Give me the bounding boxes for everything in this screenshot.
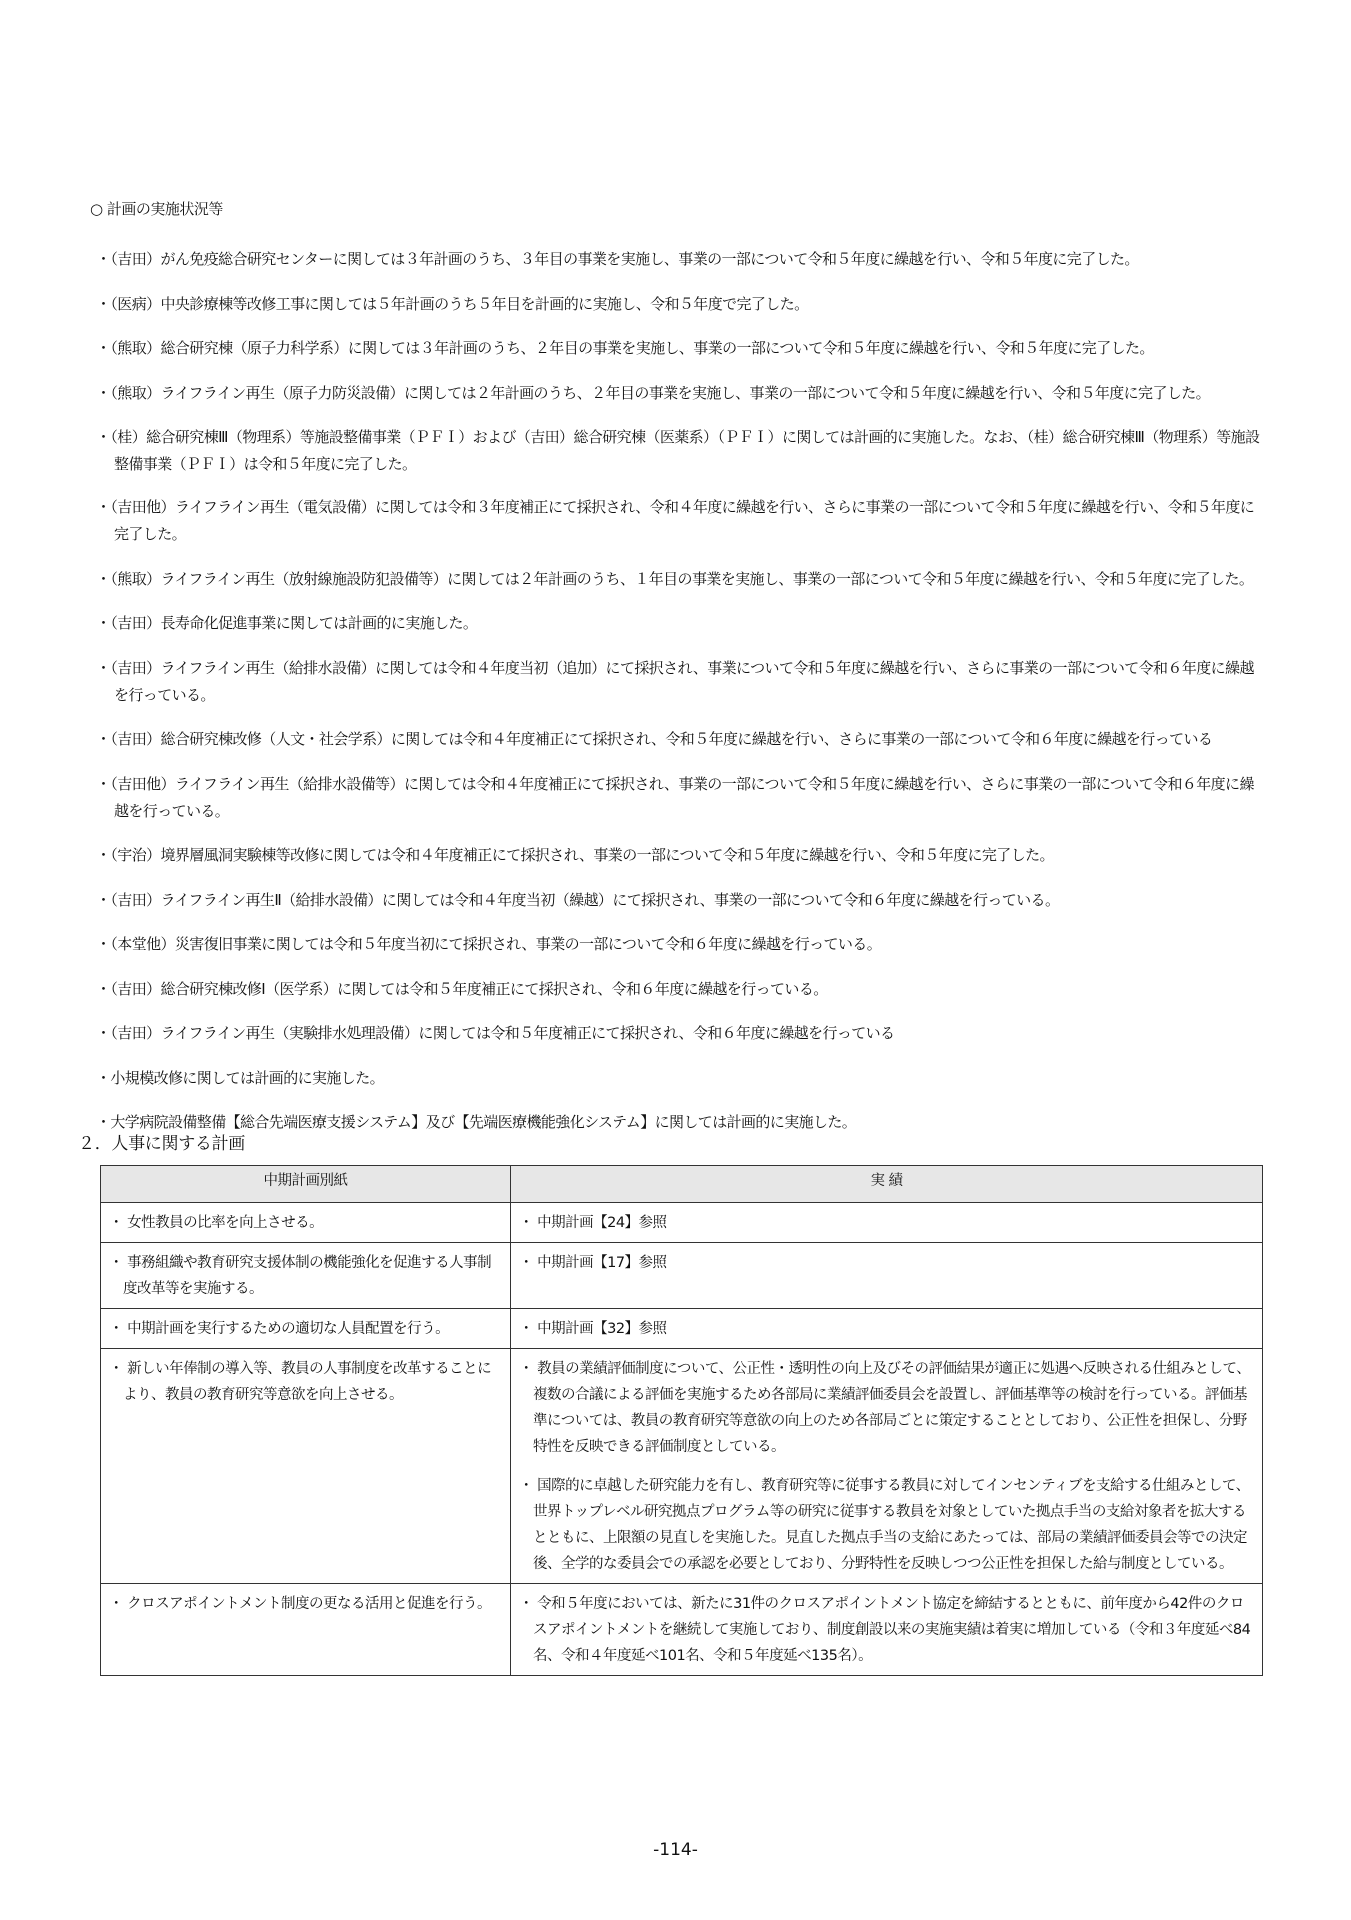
plan-cell: [101, 1203, 511, 1243]
results-text: ・ 国際的に卓越した研究能力を有し、教育研究等に従事する教員に対してインセンティブを支給する仕組みとして、世界トップレベル研究拠点プログラム等の研究に従事する教員を対象としていた拠点手当の支給対象者を拡大するとともに、上限額の見直しを実施した。見直した拠点手当の支給にあたっては、部局の業績評価委員会等での決定後、全学的な委員会での承認を必要としており、分野特性を反映しつつ公正性を担保した給与制度としている。: [519, 1478, 1250, 1572]
table-row: [101, 1349, 1263, 1584]
results-text: ・ 中期計画【32】参照: [519, 1321, 667, 1337]
list-item: ・（吉田）総合研究棟改修（人文・社会学系）に関しては令和４年度補正にて採択され、令和５年度に繰越を行い、さらに事業の一部について令和６年度に繰越を行っている: [96, 730, 1213, 748]
results-cell: [511, 1309, 1263, 1349]
list-item: ・（桂）総合研究棟Ⅲ（物理系）等施設整備事業（ＰＦＩ）および（吉田）総合研究棟（医薬系）（ＰＦＩ）に関しては計画的に実施した。なお、（桂）総合研究棟Ⅲ（物理系）等施設整備事業（ＰＦＩ）は令和５年度に完了した。: [96, 428, 1260, 473]
plan-text: ・ 事務組織や教育研究支援体制の機能強化を促進する人事制度改革等を実施する。: [109, 1255, 492, 1297]
results-cell: [511, 1203, 1263, 1243]
list-item: ・（熊取）ライフライン再生（放射線施設防犯設備等）に関しては２年計画のうち、１年目の事業を実施し、事業の一部について令和５年度に繰越を行い、令和５年度に完了した。: [96, 569, 1254, 588]
plan-cell: [101, 1243, 511, 1309]
table-row: [101, 1584, 1263, 1676]
page-number: -114-: [653, 1840, 698, 1860]
plan-text: ・ 中期計画を実行するための適切な人員配置を行う。: [109, 1321, 450, 1337]
list-item: ・（本堂他）災害復旧事業に関しては令和５年度当初にて採択され、事業の一部について令和６年度に繰越を行っている。: [96, 935, 882, 953]
plan-text: ・ 女性教員の比率を向上させる。: [109, 1215, 324, 1231]
table-row: [101, 1203, 1263, 1243]
results-cell: [511, 1243, 1263, 1309]
plan-text: ・ 新しい年俸制の導入等、教員の人事制度を改革することにより、教員の教育研究等意欲を向上させる。: [109, 1361, 492, 1403]
table-row: [101, 1309, 1263, 1349]
column-header-plan: 中期計画別紙: [101, 1166, 511, 1203]
table-row: [101, 1243, 1263, 1309]
plan-text: ・ クロスアポイントメント制度の更なる活用と促進を行う。: [109, 1596, 491, 1612]
list-item: ・（吉田他）ライフライン再生（給排水設備等）に関しては令和４年度補正にて採択され、事業の一部について令和５年度に繰越を行い、さらに事業の一部について令和６年度に繰越を行っている。: [96, 774, 1254, 820]
column-header-results: 実 績: [511, 1166, 1263, 1203]
implementation-list: [96, 246, 1266, 1154]
list-item: ・（吉田）総合研究棟改修Ⅰ（医学系）に関しては令和５年度補正にて採択され、令和６年度に繰越を行っている。: [96, 979, 828, 998]
section-title: ２．人事に関する計画: [78, 1134, 245, 1154]
results-cell: [511, 1349, 1263, 1584]
list-item: ・（熊取）総合研究棟（原子力科学系）に関しては３年計画のうち、２年目の事業を実施し、事業の一部について令和５年度に繰越を行い、令和５年度に完了した。: [96, 339, 1154, 357]
list-item: ・（吉田他）ライフライン再生（電気設備）に関しては令和３年度補正にて採択され、令和４年度に繰越を行い、さらに事業の一部について令和５年度に繰越を行い、令和５年度に完了した。: [96, 498, 1255, 543]
list-item: ・（熊取）ライフライン再生（原子力防災設備）に関しては２年計画のうち、２年目の事業を実施し、事業の一部について令和５年度に繰越を行い、令和５年度に完了した。: [96, 383, 1211, 402]
list-item: ・小規模改修に関しては計画的に実施した。: [96, 1068, 385, 1087]
list-item: ・（吉田）長寿命化促進事業に関しては計画的に実施した。: [96, 614, 478, 632]
list-item: ・（吉田）ライフライン再生Ⅱ（給排水設備）に関しては令和４年度当初（繰越）にて採択され、事業の一部について令和６年度に繰越を行っている。: [96, 890, 1060, 909]
results-text: ・ 中期計画【17】参照: [519, 1255, 667, 1271]
results-cell: [511, 1584, 1263, 1676]
results-text: ・ 中期計画【24】参照: [519, 1215, 667, 1231]
results-text: ・ 教員の業績評価制度について、公正性・透明性の向上及びその評価結果が適正に処遇へ反映される仕組みとして、複数の合議による評価を実施するため各部局に業績評価委員会を設置し、評価基準等の検討を行っている。評価基準については、教員の教育研究等意欲の向上のため各部局ごとに策定することとしており、公正性を担保し、分野特性を反映できる評価制度としている。: [519, 1361, 1251, 1455]
list-item: ・（医病）中央診療棟等改修工事に関しては５年計画のうち５年目を計画的に実施し、令和５年度で完了した。: [96, 294, 809, 313]
plan-cell: [101, 1349, 511, 1584]
list-item: ・大学病院設備整備【総合先端医療支援システム】及び【先端医療機能強化システム】に関しては計画的に実施した。: [96, 1113, 857, 1131]
plan-cell: [101, 1309, 511, 1349]
list-item: ・（吉田）ライフライン再生（給排水設備）に関しては令和４年度当初（追加）にて採択され、事業について令和５年度に繰越を行い、さらに事業の一部について令和６年度に繰越を行っている。: [96, 658, 1254, 704]
personnel-plan-table: [100, 1165, 1263, 1676]
implementation-status-heading: ○ 計画の実施状況等: [90, 200, 223, 218]
list-item: ・（吉田）ライフライン再生（実験排水処理設備）に関しては令和５年度補正にて採択され、令和６年度に繰越を行っている: [96, 1024, 895, 1042]
list-item: ・（吉田）がん免疫総合研究センターに関しては３年計画のうち、３年目の事業を実施し、事業の一部について令和５年度に繰越を行い、令和５年度に完了した。: [96, 250, 1139, 268]
table-header-row: [101, 1166, 1263, 1203]
results-text: ・ 令和５年度においては、新たに31件のクロスアポイントメント協定を締結するとともに、前年度から42件のクロスアポイントメントを継続して実施しており、制度創設以来の実施実績は着実に増加している（令和３年度延べ84名、令和４年度延べ101名、令和５年度延べ135名）。: [519, 1596, 1251, 1664]
plan-cell: [101, 1584, 511, 1676]
list-item: ・（宇治）境界層風洞実験棟等改修に関しては令和４年度補正にて採択され、事業の一部について令和５年度に繰越を行い、令和５年度に完了した。: [96, 846, 1054, 864]
